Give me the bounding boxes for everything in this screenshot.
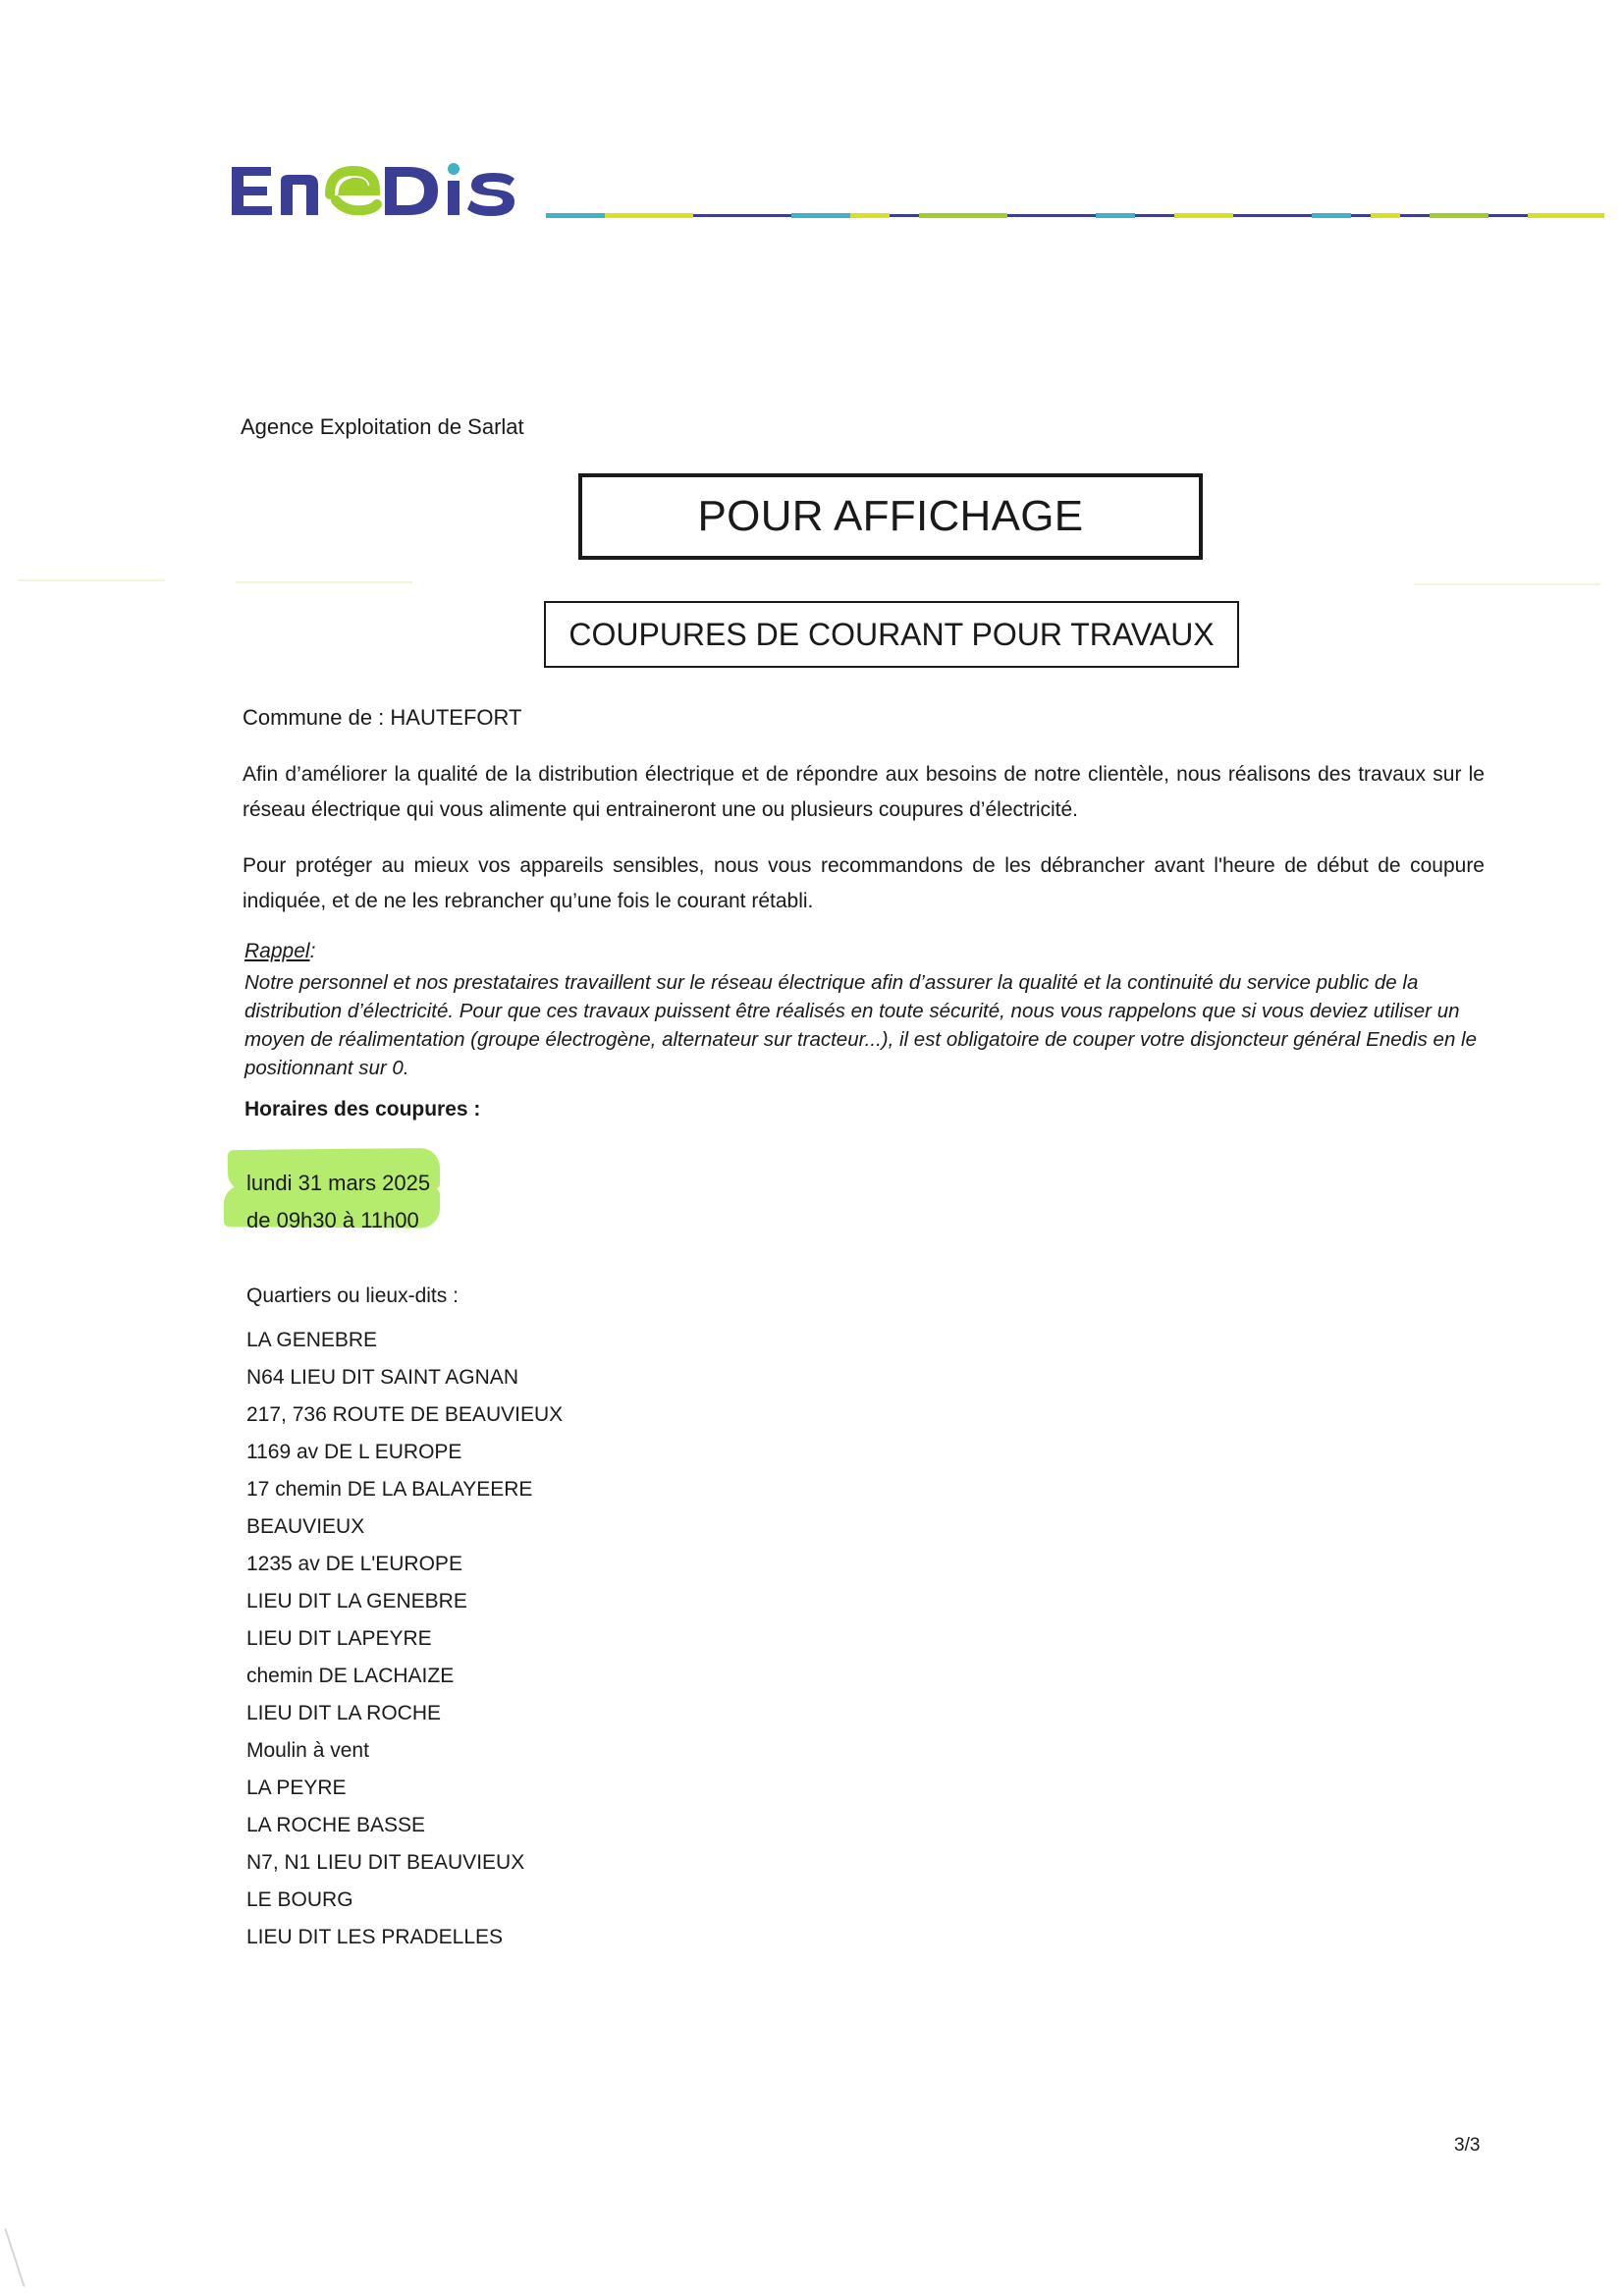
scan-artifact	[236, 581, 412, 583]
place-item: LIEU DIT LAPEYRE	[246, 1627, 432, 1650]
place-item: LA ROCHE BASSE	[246, 1814, 426, 1836]
places-label: Quartiers ou lieux-dits :	[246, 1285, 459, 1307]
place-item: Moulin à vent	[246, 1739, 369, 1762]
page-title: POUR AFFICHAGE	[697, 492, 1084, 540]
cut-date: lundi 31 mars 2025	[246, 1171, 431, 1195]
rappel-text: Notre personnel et nos prestataires travaillent sur le réseau électrique afin d’assurer la qualité et la continuité du service public de la distribution d’électricité. Pour que ces travaux puissent être réalisés en toute sécurité, nous vous rappelons que si vous deviez utiliser un moyen de réalimentation (groupe électrogène, alternateur sur tracteur...), il est obligatoire de couper votre disjoncteur général Enedis en le positionnant sur 0.	[244, 971, 1478, 1079]
place-item: 217, 736 ROUTE DE BEAUVIEUX	[246, 1403, 564, 1426]
scan-artifact	[1414, 583, 1600, 585]
commune-line: Commune de : HAUTEFORT	[243, 705, 522, 730]
place-item: LIEU DIT LES PRADELLES	[246, 1926, 504, 1948]
place-item: N64 LIEU DIT SAINT AGNAN	[246, 1366, 518, 1389]
place-item: LIEU DIT LA ROCHE	[246, 1702, 442, 1724]
scan-artifact	[4, 2228, 25, 2287]
place-item: LE BOURG	[246, 1888, 353, 1911]
header-rule	[546, 208, 1604, 220]
scan-artifact	[18, 579, 165, 581]
cut-hours: de 09h30 à 11h00	[246, 1208, 419, 1232]
place-item: LIEU DIT LA GENEBRE	[246, 1590, 467, 1613]
rappel-heading	[244, 940, 315, 963]
intro-paragraph: Afin d’améliorer la qualité de la distribution électrique et de répondre aux besoins de notre clientèle, nous réalisons des travaux sur le réseau électrique qui vous alimente qui entraineront une ou plusieurs coupures d’électricité.	[243, 763, 1485, 821]
place-item: LA GENEBRE	[246, 1329, 378, 1351]
page-subtitle: COUPURES DE COURANT POUR TRAVAUX	[568, 616, 1215, 652]
place-item: 17 chemin DE LA BALAYEERE	[246, 1478, 533, 1501]
subtitle-box	[544, 601, 1239, 668]
rappel-colon: :	[309, 940, 316, 962]
place-item: BEAUVIEUX	[246, 1515, 365, 1538]
horaires-label: Horaires des coupures :	[244, 1098, 481, 1121]
place-item: 1169 av DE L EUROPE	[246, 1441, 462, 1463]
enedis-logo	[228, 155, 522, 224]
place-item: chemin DE LACHAIZE	[246, 1665, 455, 1687]
advice-paragraph: Pour protéger au mieux vos appareils sensibles, nous vous recommandons de les débrancher avant l'heure de début de coupure indiquée, et de ne les rebrancher qu’une fois le courant rétabli.	[243, 854, 1485, 912]
place-item: 1235 av DE L'EUROPE	[246, 1553, 462, 1575]
title-box	[578, 473, 1203, 560]
page-number: 3/3	[1454, 2135, 1481, 2156]
rappel-title: Rappel	[244, 940, 310, 962]
agency-name: Agence Exploitation de Sarlat	[241, 414, 524, 439]
places-list	[246, 1322, 563, 1956]
place-item: LA PEYRE	[246, 1777, 347, 1799]
place-item: N7, N1 LIEU DIT BEAUVIEUX	[246, 1851, 525, 1874]
